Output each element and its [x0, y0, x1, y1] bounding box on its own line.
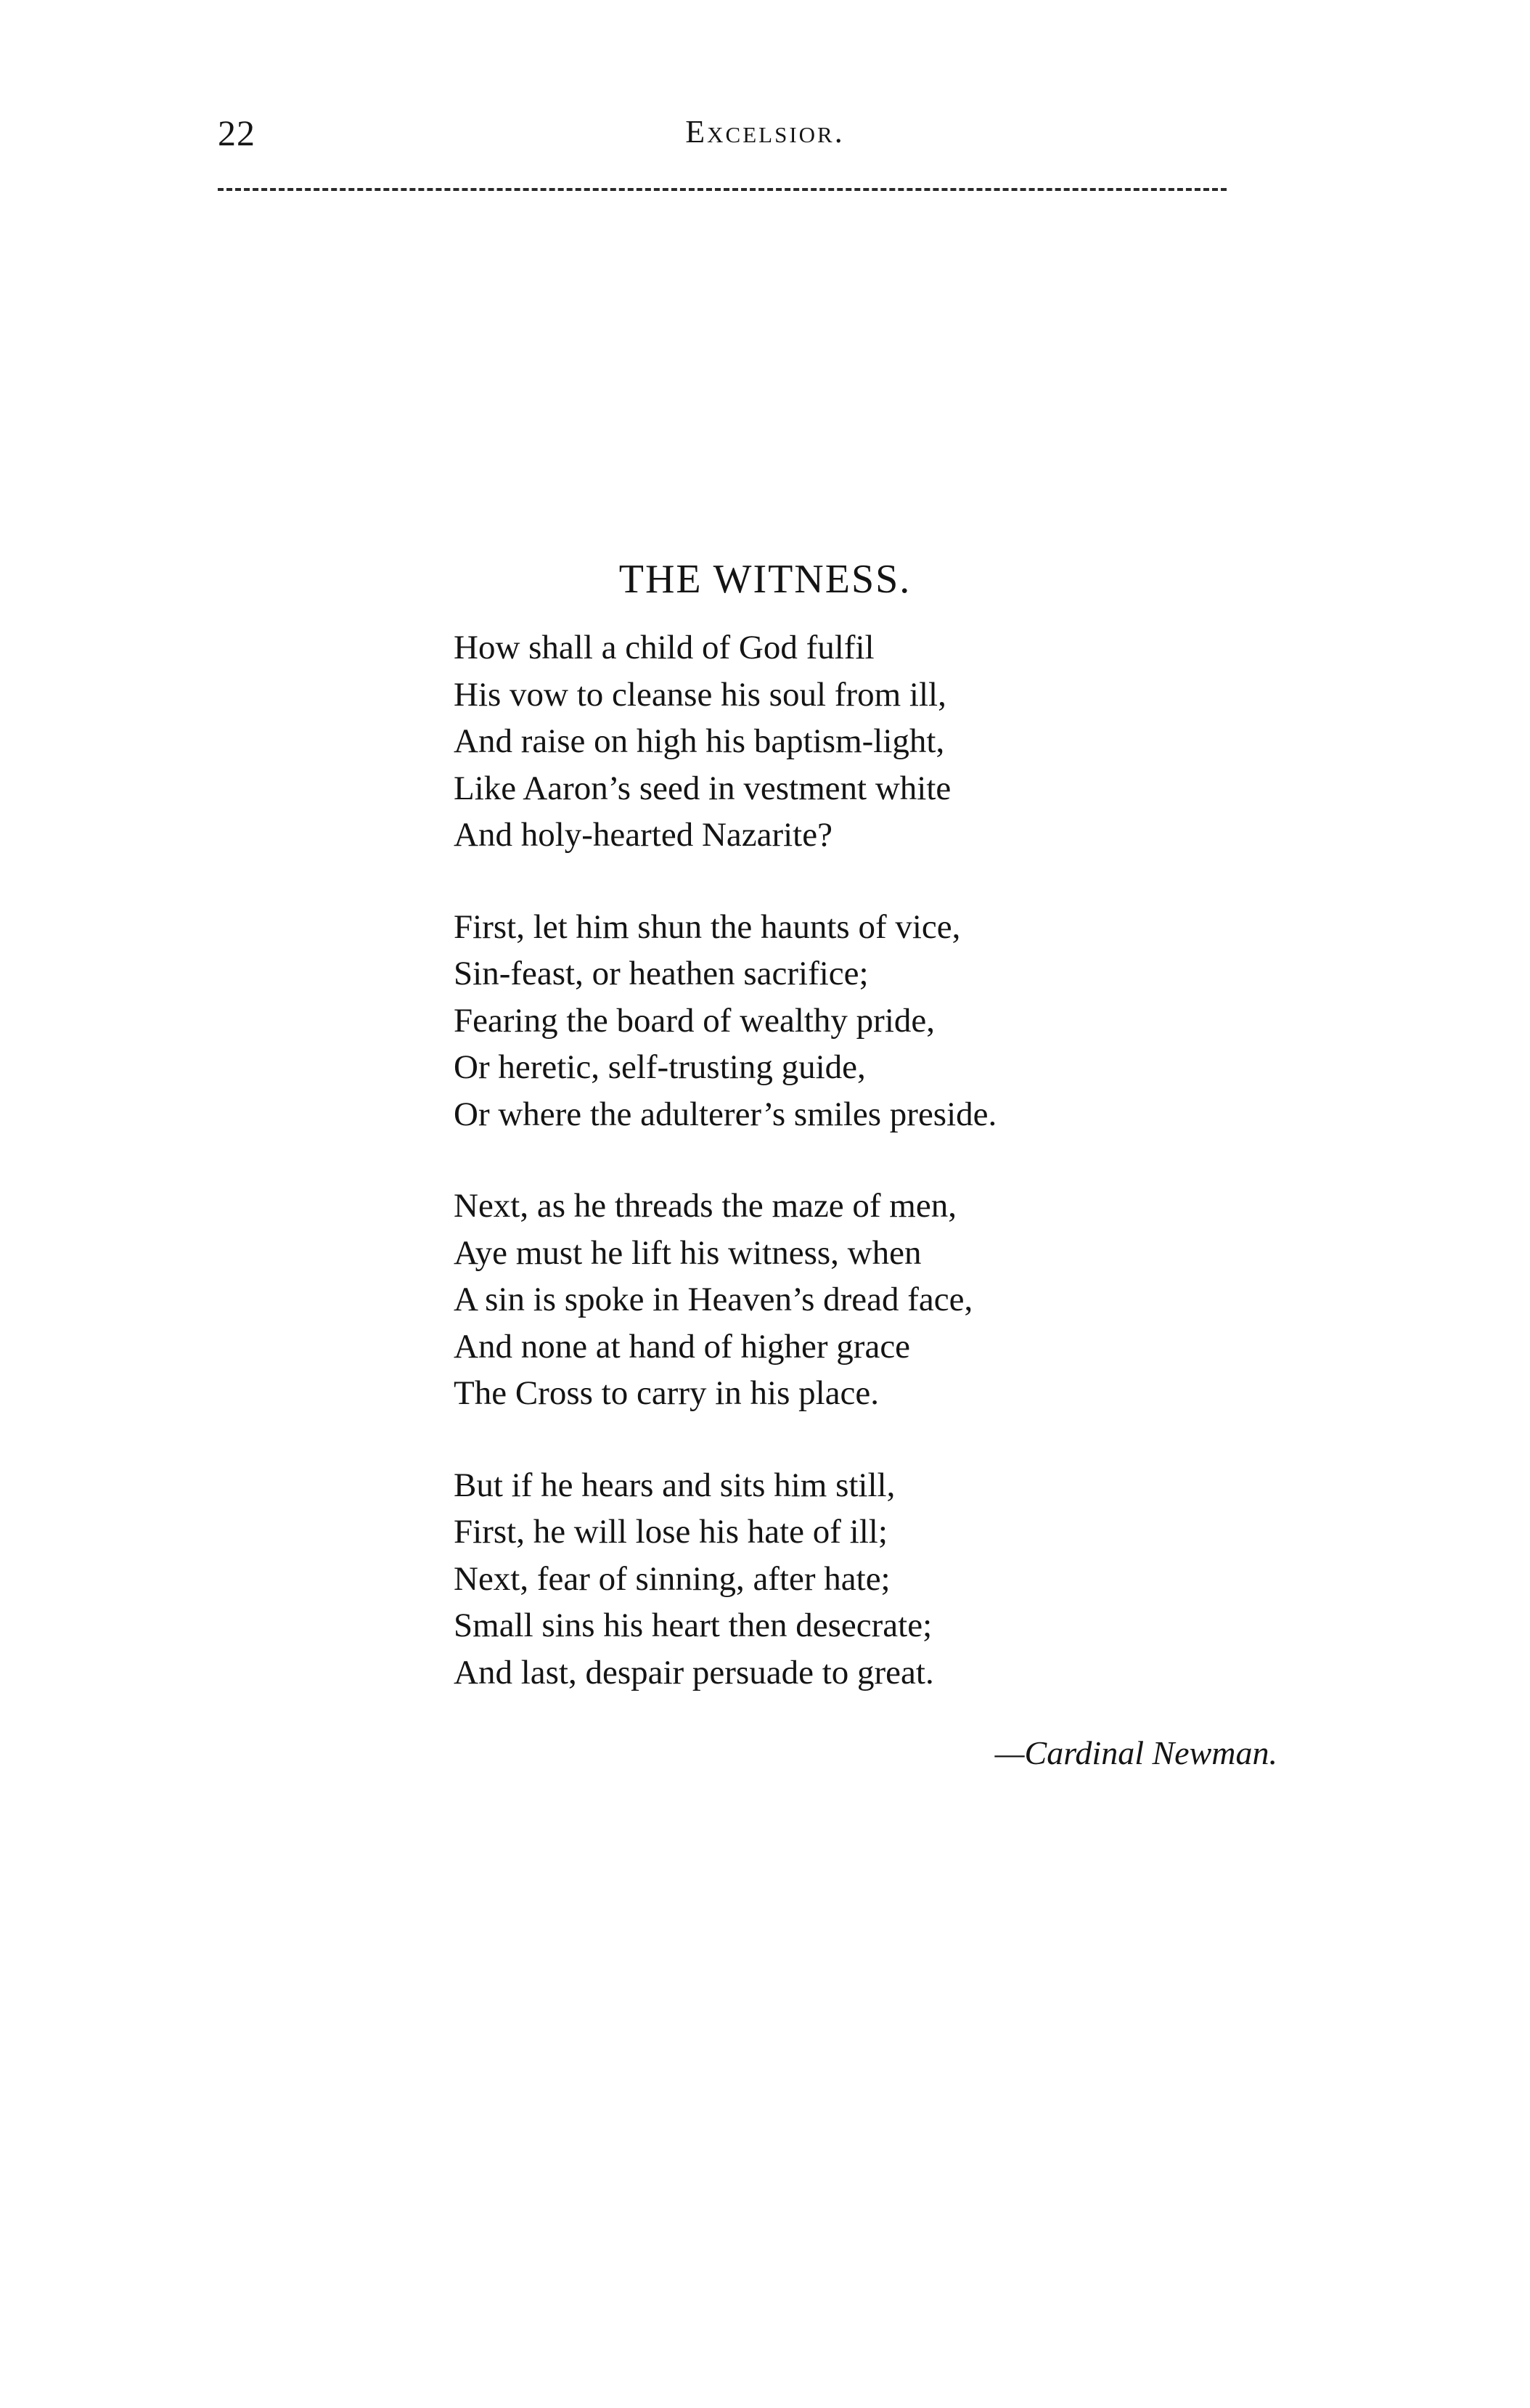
- stanza-4: [454, 1462, 1397, 1697]
- poem-line: Fearing the board of wealthy pride,: [454, 1001, 936, 1040]
- poem-line: Sin-feast, or heathen sacrifice;: [454, 955, 869, 992]
- poem-line: Or where the adulterer’s smiles preside.: [454, 1095, 997, 1133]
- stanza-3: [454, 1183, 1397, 1417]
- poem-line: Aye must he lift his witness, when: [454, 1233, 922, 1272]
- poem-title: THE WITNESS.: [618, 557, 912, 602]
- poem-line: And none at hand of higher grace: [454, 1327, 911, 1366]
- attribution: —Cardinal Newman.: [994, 1734, 1277, 1771]
- stanza-2: [454, 904, 1397, 1138]
- poem-line: How shall a child of God fulfil: [454, 629, 875, 666]
- poem-body: [454, 624, 1397, 1741]
- header-rule: [218, 188, 1227, 191]
- poem-line: Small sins his heart then desecrate;: [454, 1607, 933, 1644]
- poem-line: The Cross to carry in his place.: [454, 1374, 880, 1412]
- poem-line: First, he will lose his hate of ill;: [454, 1513, 888, 1551]
- poem-line: Next, fear of sinning, after hate;: [454, 1559, 891, 1598]
- stanza-1: [454, 624, 1397, 859]
- poem-line: First, let him shun the haunts of vice,: [454, 907, 961, 946]
- poem-line: His vow to cleanse his soul from ill,: [454, 675, 946, 714]
- poem-line: Like Aaron’s seed in vestment white: [454, 769, 952, 807]
- poem-line: And raise on high his baptism-light,: [454, 722, 945, 760]
- poem-line: Or heretic, self-trusting guide,: [454, 1048, 866, 1086]
- poem-line: A sin is spoke in Heaven’s dread face,: [454, 1281, 973, 1318]
- page-number: 22: [218, 113, 255, 153]
- running-head: Excelsior.: [685, 114, 845, 150]
- poem-line: But if he hears and sits him still,: [454, 1466, 896, 1504]
- poem-line: And holy-hearted Nazarite?: [454, 816, 832, 854]
- poem-line: And last, despair persuade to great.: [454, 1653, 934, 1691]
- poem-line: Next, as he threads the maze of men,: [454, 1187, 957, 1225]
